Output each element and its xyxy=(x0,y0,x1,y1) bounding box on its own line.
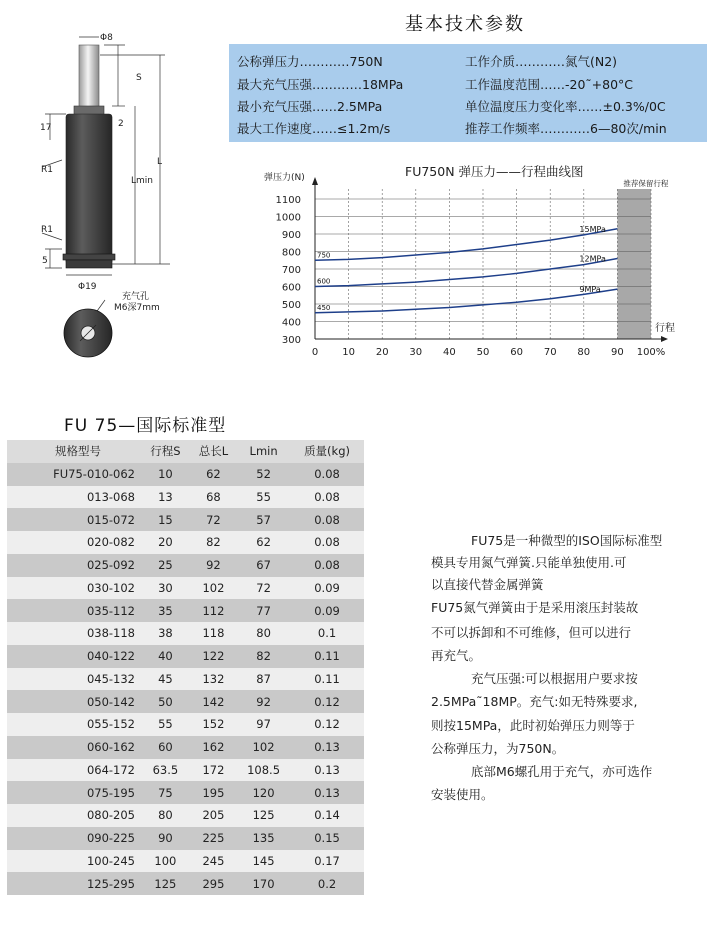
cell-mass: 0.2 xyxy=(290,872,364,895)
cell-length: 152 xyxy=(190,713,237,736)
table-row xyxy=(7,622,364,645)
cell-stroke: 30 xyxy=(141,577,190,600)
cell-stroke: 45 xyxy=(141,668,190,691)
cell-length: 118 xyxy=(190,622,237,645)
spec-item: 最大充气压强…………18MPa xyxy=(237,77,404,92)
dim-r1-top: R1 xyxy=(41,165,53,175)
cell-mass: 0.12 xyxy=(290,690,364,713)
dim-2: 2 xyxy=(118,119,124,129)
cell-model: 035-112 xyxy=(7,599,141,622)
cell-length: 132 xyxy=(190,668,237,691)
header-stroke: 行程S xyxy=(141,440,190,463)
cell-stroke: 90 xyxy=(141,827,190,850)
fill-hole-label: 充气孔 xyxy=(122,292,150,302)
cell-lmin: 55 xyxy=(237,486,290,509)
dim-l: L xyxy=(157,157,163,167)
table-row xyxy=(7,690,364,713)
cell-mass: 0.12 xyxy=(290,713,364,736)
cell-model: 040-122 xyxy=(7,645,141,668)
fill-hole-spec: M6深7mm xyxy=(114,303,160,313)
cell-length: 225 xyxy=(190,827,237,850)
cell-lmin: 72 xyxy=(237,577,290,600)
table-row xyxy=(7,850,364,873)
cell-stroke: 55 xyxy=(141,713,190,736)
x-tick-label: 80 xyxy=(577,347,591,358)
description-line: 底部M6螺孔用于充气，亦可选作 xyxy=(471,764,653,779)
x-tick-label: 70 xyxy=(543,347,557,358)
spec-item: 工作温度范围……-20˜+80°C xyxy=(465,77,634,92)
cell-mass: 0.08 xyxy=(290,531,364,554)
cell-lmin: 80 xyxy=(237,622,290,645)
cell-model: 090-225 xyxy=(7,827,141,850)
cell-stroke: 38 xyxy=(141,622,190,645)
x-axis-label: 行程 xyxy=(655,323,675,334)
cell-length: 205 xyxy=(190,804,237,827)
series-start-label: 750 xyxy=(317,251,331,260)
table-row xyxy=(7,599,364,622)
cell-mass: 0.17 xyxy=(290,850,364,873)
chart-title: FU750N 弹压力——行程曲线图 xyxy=(405,164,584,179)
body-base xyxy=(66,260,112,268)
cell-model: 075-195 xyxy=(7,781,141,804)
description-line: 安装使用。 xyxy=(431,787,494,802)
cell-stroke: 15 xyxy=(141,508,190,531)
cell-mass: 0.14 xyxy=(290,804,364,827)
cell-length: 62 xyxy=(190,463,237,486)
cell-lmin: 97 xyxy=(237,713,290,736)
chart-grid xyxy=(315,189,651,339)
page-title: 基本技术参数 xyxy=(405,14,525,35)
header-length: 总长L xyxy=(190,440,237,463)
dim-r1-bottom: R1 xyxy=(41,225,53,235)
cell-model: 045-132 xyxy=(7,668,141,691)
y-tick-label: 1100 xyxy=(275,195,301,206)
cell-stroke: 25 xyxy=(141,554,190,577)
y-tick-label: 600 xyxy=(281,282,301,294)
header-lmin: Lmin xyxy=(237,440,290,463)
description-line: FU75是一种微型的ISO国际标准型 xyxy=(471,533,663,548)
cell-length: 102 xyxy=(190,577,237,600)
cell-model: 125-295 xyxy=(7,872,141,895)
cell-model: 055-152 xyxy=(7,713,141,736)
cell-lmin: 102 xyxy=(237,736,290,759)
cell-lmin: 108.5 xyxy=(237,759,290,782)
cell-model: 038-118 xyxy=(7,622,141,645)
cell-mass: 0.08 xyxy=(290,463,364,486)
cell-lmin: 120 xyxy=(237,781,290,804)
cell-model: 020-082 xyxy=(7,531,141,554)
table-title: FU 75—国际标准型 xyxy=(64,416,227,436)
gas-spring-drawing xyxy=(0,20,180,380)
table-row xyxy=(7,531,364,554)
cell-mass: 0.08 xyxy=(290,554,364,577)
cell-model: 060-162 xyxy=(7,736,141,759)
table-row xyxy=(7,759,364,782)
table-row xyxy=(7,781,364,804)
spec-item: 最大工作速度……≤1.2m/s xyxy=(237,121,391,136)
cell-lmin: 57 xyxy=(237,508,290,531)
cylinder-body xyxy=(66,114,112,264)
series-line xyxy=(315,289,617,313)
cell-mass: 0.13 xyxy=(290,781,364,804)
x-tick-label: 100% xyxy=(636,347,666,358)
cell-model: 100-245 xyxy=(7,850,141,873)
cell-mass: 0.08 xyxy=(290,486,364,509)
cell-lmin: 125 xyxy=(237,804,290,827)
table-row xyxy=(7,645,364,668)
y-tick-label: 1000 xyxy=(275,212,301,224)
cell-lmin: 67 xyxy=(237,554,290,577)
cell-length: 68 xyxy=(190,486,237,509)
series-start-label: 600 xyxy=(317,277,331,286)
cell-stroke: 10 xyxy=(141,463,190,486)
description-line: 公称弹压力，为750N。 xyxy=(431,741,565,756)
reserved-band xyxy=(617,189,651,339)
cell-length: 162 xyxy=(190,736,237,759)
x-tick-label: 50 xyxy=(476,347,490,358)
cell-lmin: 62 xyxy=(237,531,290,554)
chart-ticks xyxy=(276,195,666,358)
y-tick-label: 400 xyxy=(281,317,301,329)
dim-5: 5 xyxy=(42,256,48,266)
series-label: 15MPa xyxy=(579,224,606,234)
cell-model: 025-092 xyxy=(7,554,141,577)
cell-stroke: 50 xyxy=(141,690,190,713)
table-row xyxy=(7,508,364,531)
y-tick-label: 300 xyxy=(281,335,301,346)
force-stroke-chart xyxy=(260,160,700,360)
x-axis-arrow xyxy=(661,336,668,342)
table-row xyxy=(7,577,364,600)
cell-length: 295 xyxy=(190,872,237,895)
table-row xyxy=(7,713,364,736)
cell-lmin: 82 xyxy=(237,645,290,668)
cell-stroke: 63.5 xyxy=(141,759,190,782)
description-line: 以直接代替金属弹簧 xyxy=(431,577,544,592)
header-mass: 质量(kg) xyxy=(290,440,364,463)
table-row xyxy=(7,668,364,691)
description-line: FU75氮气弹簧由于是采用滚压封装故 xyxy=(431,600,639,615)
table-row xyxy=(7,872,364,895)
cell-mass: 0.11 xyxy=(290,668,364,691)
spec-item: 公称弹压力…………750N xyxy=(237,54,383,69)
x-tick-label: 0 xyxy=(311,347,319,358)
cell-mass: 0.09 xyxy=(290,599,364,622)
dim-s: S xyxy=(136,73,142,83)
description-line: 2.5MPa˜18MP。充气:如无特殊要求, xyxy=(431,694,638,709)
cell-length: 142 xyxy=(190,690,237,713)
table-row xyxy=(7,736,364,759)
spec-item: 工作介质…………氮气(N2) xyxy=(465,54,618,69)
x-tick-label: 30 xyxy=(409,347,423,358)
cell-mass: 0.08 xyxy=(290,508,364,531)
spec-panel xyxy=(229,44,707,142)
cell-length: 195 xyxy=(190,781,237,804)
table-row xyxy=(7,463,364,486)
x-tick-label: 10 xyxy=(342,347,355,358)
series-label: 12MPa xyxy=(579,254,606,264)
cell-mass: 0.15 xyxy=(290,827,364,850)
cell-model: 015-072 xyxy=(7,508,141,531)
cell-length: 72 xyxy=(190,508,237,531)
cell-model: 064-172 xyxy=(7,759,141,782)
cell-model: FU75-010-062 xyxy=(7,463,141,486)
dim-phi8: Φ8 xyxy=(100,33,113,43)
cell-length: 82 xyxy=(190,531,237,554)
cell-mass: 0.13 xyxy=(290,759,364,782)
piston-collar xyxy=(74,106,104,115)
y-tick-label: 700 xyxy=(281,265,301,276)
x-tick-label: 40 xyxy=(443,347,456,358)
cell-model: 030-102 xyxy=(7,577,141,600)
cell-model: 013-068 xyxy=(7,486,141,509)
table-row xyxy=(7,827,364,850)
cell-mass: 0.11 xyxy=(290,645,364,668)
cell-stroke: 35 xyxy=(141,599,190,622)
cell-length: 112 xyxy=(190,599,237,622)
x-tick-label: 20 xyxy=(375,347,389,358)
spec-item: 最小充气压强……2.5MPa xyxy=(237,99,383,114)
series-line xyxy=(315,229,617,261)
spec-item: 单位温度压力变化率……±0.3%/0C xyxy=(465,99,666,114)
table-header-row xyxy=(7,440,364,463)
cell-model: 080-205 xyxy=(7,804,141,827)
table-row xyxy=(7,554,364,577)
cell-length: 92 xyxy=(190,554,237,577)
y-tick-label: 800 xyxy=(281,247,301,259)
reserved-band-label: 推荐保留行程 xyxy=(623,179,669,188)
cell-lmin: 170 xyxy=(237,872,290,895)
dim-phi19: Φ19 xyxy=(78,282,97,292)
cell-lmin: 92 xyxy=(237,690,290,713)
table-row xyxy=(7,486,364,509)
dim-17: 17 xyxy=(40,123,52,133)
series-line xyxy=(315,259,617,287)
cell-mass: 0.09 xyxy=(290,577,364,600)
y-axis-label: 弹压力(N) xyxy=(264,173,305,183)
header-model: 规格型号 xyxy=(7,440,141,463)
cell-mass: 0.1 xyxy=(290,622,364,645)
series-label: 9MPa xyxy=(579,285,601,295)
description-line: 充气压强:可以根据用户要求按 xyxy=(471,671,638,686)
cell-length: 122 xyxy=(190,645,237,668)
y-tick-label: 900 xyxy=(281,230,301,241)
description-line: 则按15MPa，此时初始弹压力则等于 xyxy=(431,718,635,733)
description-line: 再充气。 xyxy=(431,648,482,663)
cell-lmin: 52 xyxy=(237,463,290,486)
cell-lmin: 77 xyxy=(237,599,290,622)
cell-stroke: 75 xyxy=(141,781,190,804)
cell-lmin: 145 xyxy=(237,850,290,873)
spec-table xyxy=(7,440,364,895)
cell-lmin: 87 xyxy=(237,668,290,691)
cell-stroke: 60 xyxy=(141,736,190,759)
cell-mass: 0.13 xyxy=(290,736,364,759)
cell-stroke: 125 xyxy=(141,872,190,895)
cell-length: 172 xyxy=(190,759,237,782)
table-row xyxy=(7,804,364,827)
cell-stroke: 80 xyxy=(141,804,190,827)
cell-length: 245 xyxy=(190,850,237,873)
series-start-label: 450 xyxy=(317,303,331,312)
description-line: 不可以拆卸和不可维修，但可以进行 xyxy=(431,625,632,640)
cell-stroke: 13 xyxy=(141,486,190,509)
piston-rod xyxy=(79,45,99,111)
y-tick-label: 500 xyxy=(281,300,301,311)
body-groove xyxy=(63,254,115,260)
y-axis-arrow xyxy=(312,177,318,185)
cell-stroke: 100 xyxy=(141,850,190,873)
x-tick-label: 60 xyxy=(510,347,523,358)
cell-lmin: 135 xyxy=(237,827,290,850)
cell-model: 050-142 xyxy=(7,690,141,713)
cell-stroke: 20 xyxy=(141,531,190,554)
x-tick-label: 90 xyxy=(611,347,624,358)
cell-stroke: 40 xyxy=(141,645,190,668)
description-line: 模具专用氮气弹簧.只能单独使用.可 xyxy=(431,555,627,570)
dim-lmin: Lmin xyxy=(131,176,153,186)
spec-item: 推荐工作频率…………6—80次/min xyxy=(465,121,667,136)
